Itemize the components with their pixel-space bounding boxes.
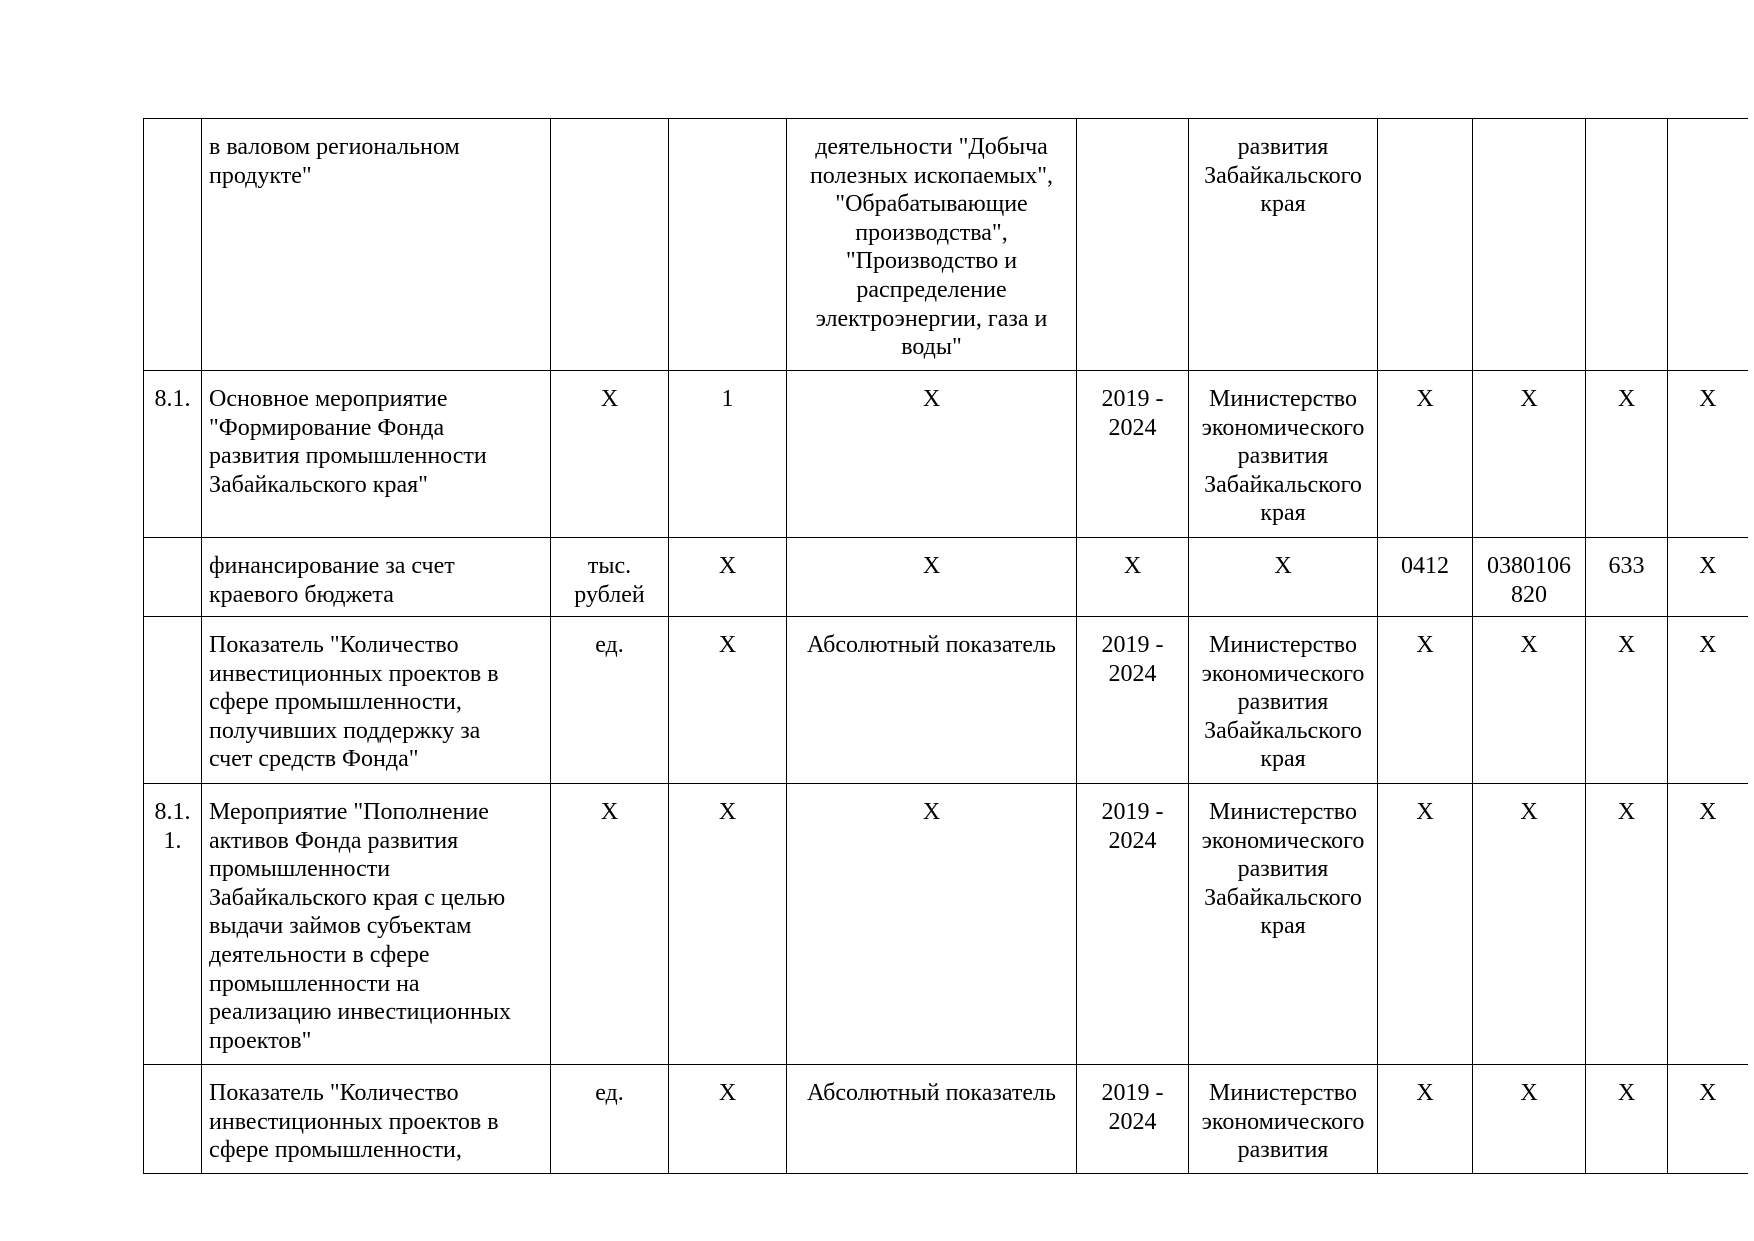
expense-type-cell [1586, 1065, 1668, 1174]
column-11-cell [1668, 371, 1748, 538]
expense-type-cell [1586, 538, 1668, 617]
expense-type-cell [1586, 617, 1668, 784]
budget-section-cell-text: 0412 [1401, 553, 1449, 579]
column-4-cell-text: Х [718, 553, 737, 579]
unit-cell [551, 119, 669, 371]
executor-cell-text: Министерство экономического развития [1201, 1080, 1365, 1164]
table-row [144, 1065, 1748, 1174]
column-11-cell [1668, 119, 1748, 371]
indicator-method-cell-text: деятельности "Добыча полезных ископаемых", "Обрабатывающие производства", "Производство и распределение электроэнергии, газа и воды" [809, 134, 1054, 361]
column-4-cell [669, 371, 787, 538]
unit-cell-text: Х [600, 386, 619, 412]
period-cell-text: 2019 - 2024 [1101, 632, 1164, 687]
table-row [144, 784, 1748, 1065]
period-cell [1077, 119, 1189, 371]
target-article-cell-text: Х [1520, 386, 1538, 412]
column-11-cell [1668, 617, 1748, 784]
activity-name-cell-text: Показатель "Количество инвестиционных проектов в сфере промышленности, [209, 1080, 499, 1164]
executor-cell [1189, 1065, 1378, 1174]
row-number-cell-text: 8.1. 1. [154, 799, 191, 854]
target-article-cell [1473, 784, 1586, 1065]
indicator-method-cell [787, 617, 1077, 784]
column-11-cell-text: Х [1699, 553, 1717, 579]
activity-name-cell [202, 371, 551, 538]
budget-section-cell-text: Х [1416, 799, 1434, 825]
executor-cell [1189, 371, 1378, 538]
column-11-cell [1668, 538, 1748, 617]
indicator-method-cell [787, 538, 1077, 617]
activity-name-cell [202, 784, 551, 1065]
unit-cell [551, 538, 669, 617]
budget-section-cell-text: Х [1416, 386, 1434, 412]
executor-cell [1189, 538, 1378, 617]
activity-name-cell-text: Показатель "Количество инвестиционных проектов в сфере промышленности, получивших поддержку за счет средств Фонда" [209, 632, 499, 773]
target-article-cell [1473, 538, 1586, 617]
target-article-cell [1473, 371, 1586, 538]
executor-cell [1189, 617, 1378, 784]
indicator-method-cell-text: Х [922, 553, 941, 579]
unit-cell-text: ед. [595, 1080, 624, 1106]
indicator-method-cell [787, 784, 1077, 1065]
indicator-method-cell-text: Х [922, 386, 941, 412]
executor-cell-text: Министерство экономического развития Забайкальского края [1201, 632, 1365, 773]
executor-cell-text: развития Забайкальского края [1204, 134, 1362, 218]
expense-type-cell-text: Х [1617, 632, 1636, 658]
row-number-cell [144, 784, 202, 1065]
indicator-method-cell [787, 371, 1077, 538]
column-11-cell-text: Х [1699, 632, 1717, 658]
expense-type-cell-text: 633 [1608, 553, 1645, 579]
unit-cell-text: Х [600, 799, 619, 825]
column-4-cell-text: 1 [721, 386, 734, 412]
unit-cell [551, 617, 669, 784]
expense-type-cell-text: Х [1617, 386, 1636, 412]
row-number-cell [144, 1065, 202, 1174]
budget-section-cell [1378, 119, 1473, 371]
activity-name-cell-text: финансирование за счет краевого бюджета [209, 553, 455, 608]
indicator-method-cell-text: Абсолютный показатель [807, 632, 1056, 658]
executor-cell [1189, 119, 1378, 371]
column-4-cell [669, 119, 787, 371]
column-11-cell-text: Х [1699, 1080, 1717, 1106]
executor-cell [1189, 784, 1378, 1065]
period-cell [1077, 538, 1189, 617]
activity-name-cell-text: Мероприятие "Пополнение активов Фонда развития промышленности Забайкальского края с целью выдачи займов субъектам деятельности в сфере промышленности на реализацию инвестиционных проектов" [209, 799, 511, 1054]
table-body [144, 119, 1748, 1174]
period-cell [1077, 371, 1189, 538]
unit-cell-text: тыс. рублей [574, 553, 645, 608]
column-4-cell [669, 784, 787, 1065]
budget-section-cell [1378, 617, 1473, 784]
table-row [144, 617, 1748, 784]
row-number-cell [144, 119, 202, 371]
row-number-cell [144, 538, 202, 617]
target-article-cell [1473, 119, 1586, 371]
expense-type-cell [1586, 371, 1668, 538]
target-article-cell-text: 0380106 820 [1487, 553, 1571, 608]
target-article-cell-text: Х [1520, 799, 1538, 825]
executor-cell-text: Х [1274, 553, 1292, 579]
indicator-method-cell [787, 1065, 1077, 1174]
program-activities-table [143, 118, 1748, 1174]
table-row [144, 119, 1748, 371]
column-4-cell [669, 617, 787, 784]
column-11-cell [1668, 1065, 1748, 1174]
period-cell [1077, 1065, 1189, 1174]
period-cell-text: 2019 - 2024 [1101, 1080, 1164, 1135]
executor-cell-text: Министерство экономического развития Забайкальского края [1201, 799, 1365, 940]
activity-name-cell [202, 119, 551, 371]
indicator-method-cell [787, 119, 1077, 371]
expense-type-cell [1586, 119, 1668, 371]
column-4-cell-text: Х [718, 632, 737, 658]
column-4-cell [669, 1065, 787, 1174]
table-row [144, 538, 1748, 617]
table-row [144, 371, 1748, 538]
period-cell [1077, 617, 1189, 784]
unit-cell [551, 371, 669, 538]
budget-section-cell [1378, 784, 1473, 1065]
target-article-cell [1473, 1065, 1586, 1174]
expense-type-cell [1586, 784, 1668, 1065]
column-11-cell-text: Х [1699, 386, 1717, 412]
indicator-method-cell-text: Х [922, 799, 941, 825]
executor-cell-text: Министерство экономического развития Забайкальского края [1201, 386, 1365, 527]
budget-section-cell [1378, 1065, 1473, 1174]
period-cell [1077, 784, 1189, 1065]
budget-section-cell [1378, 371, 1473, 538]
column-11-cell-text: Х [1699, 799, 1717, 825]
target-article-cell [1473, 617, 1586, 784]
activity-name-cell-text: в валовом региональном продукте" [209, 134, 460, 189]
row-number-cell-text: 8.1. [154, 386, 191, 412]
target-article-cell-text: Х [1520, 1080, 1538, 1106]
activity-name-cell-text: Основное мероприятие "Формирование Фонда развития промышленности Забайкальского края" [209, 386, 487, 498]
row-number-cell [144, 617, 202, 784]
indicator-method-cell-text: Абсолютный показатель [807, 1080, 1056, 1106]
activity-name-cell [202, 538, 551, 617]
column-4-cell-text: Х [718, 799, 737, 825]
target-article-cell-text: Х [1520, 632, 1538, 658]
expense-type-cell-text: Х [1617, 1080, 1636, 1106]
expense-type-cell-text: Х [1617, 799, 1636, 825]
column-4-cell [669, 538, 787, 617]
unit-cell-text: ед. [595, 632, 624, 658]
period-cell-text: 2019 - 2024 [1101, 799, 1164, 854]
column-11-cell [1668, 784, 1748, 1065]
budget-section-cell-text: Х [1416, 632, 1434, 658]
budget-section-cell [1378, 538, 1473, 617]
period-cell-text: 2019 - 2024 [1101, 386, 1164, 441]
budget-section-cell-text: Х [1416, 1080, 1434, 1106]
column-4-cell-text: Х [718, 1080, 737, 1106]
row-number-cell [144, 371, 202, 538]
period-cell-text: Х [1123, 553, 1142, 579]
activity-name-cell [202, 617, 551, 784]
unit-cell [551, 1065, 669, 1174]
unit-cell [551, 784, 669, 1065]
activity-name-cell [202, 1065, 551, 1174]
